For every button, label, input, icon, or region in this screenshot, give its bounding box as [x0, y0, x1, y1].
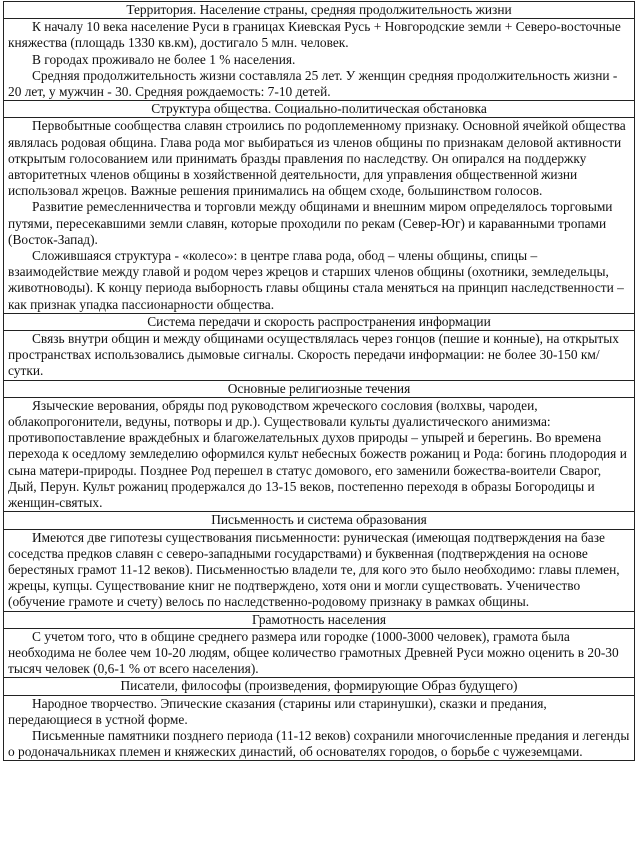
paragraph: Имеются две гипотезы существования письменности: руническая (имеющая подтверждения на базе соседства предков славян с северо-западными государствами) и буквенная (подтверждения на основе берестяных грамот 11-12 веков). Письменностью владели те, для кого это было необходимо: главы племен, жрецы, купцы. Существование книг не подтверждено, хотя они и могли существовать. Ученичество (обучение грамоте и счету) велось по наследственно-родовому признаку в рамках общины. [8, 529, 620, 610]
section-body [4, 397, 635, 511]
paragraph: Средняя продолжительность жизни составляла 25 лет. У женщин средняя продолжительность жизни - 20 лет, у мужчин - 30. Средняя рождаемость: 7-10 детей. [8, 67, 618, 100]
section-body-row [4, 695, 635, 761]
paragraph: Развитие ремесленничества и торговли между общинами и внешним миром определялось торговыми путями, пересекавшими земли славян, которые проходили по рекам (Север-Юг) и караванными тропами (Восток-Запад). [8, 199, 613, 247]
section-body [4, 628, 635, 678]
section-body [4, 118, 635, 313]
paragraph: В городах проживало не более 1 % населения. [32, 51, 296, 67]
section-body [4, 19, 635, 101]
section-header-row [4, 611, 635, 628]
section-title: Писатели, философы (произведения, формирующие Образ будущего) [4, 678, 635, 695]
paragraph: Письменные памятники позднего периода (11-12 веков) сохранили многочисленные предания и легенды о родоначальниках племен и княжеских династий, об основателях городов, о борьбе с чужеземцами. [8, 727, 630, 760]
section-title: Письменность и система образования [4, 512, 635, 529]
section-body [4, 695, 635, 761]
document-table [3, 1, 635, 761]
section-header-row [4, 678, 635, 695]
section-title: Система передачи и скорость распространения информации [4, 313, 635, 330]
section-title: Грамотность населения [4, 611, 635, 628]
paragraph: С учетом того, что в общине среднего размера или городке (1000-3000 человек), грамота была необходима не более чем 10-20 людям, общее количество грамотных Древней Руси можно оценить в 20-30 тысяч человек (0,6-1 % от всего населения). [8, 628, 619, 677]
section-header-row [4, 101, 635, 118]
section-header-row [4, 512, 635, 529]
paragraph: Сложившаяся структура - «колесо»: в центре глава рода, обод – члены общины, спицы – взаимодействие между главой и родом через жрецов и старших членов общины (охотники, земледельцы, животноводы). К концу периода выборность главы общины стала меняться на принцип наследственности – как признак упадка пассионарности общества. [8, 248, 624, 312]
section-title: Территория. Население страны, средняя продолжительность жизни [4, 2, 635, 19]
section-body-row [4, 331, 635, 381]
paragraph: Народное творчество. Эпические сказания (старины или старинушки), сказки и предания, передающиеся в устной форме. [8, 695, 547, 727]
section-body [4, 529, 635, 611]
section-body-row [4, 118, 635, 313]
section-header-row [4, 2, 635, 19]
section-body-row [4, 397, 635, 511]
section-title: Структура общества. Социально-политическая обстановка [4, 101, 635, 118]
section-body-row [4, 628, 635, 678]
section-body [4, 331, 635, 381]
paragraph: Связь внутри общин и между общинами осуществлялась через гонцов (пешие и конные), на открытых пространствах использовались дымовые сигналы. Скорость передачи информации: не более 30-150 км/сутки. [8, 331, 619, 379]
section-header-row [4, 313, 635, 330]
section-body-row [4, 19, 635, 101]
paragraph: К началу 10 века население Руси в границах Киевская Русь + Новгородские земли + Северо-восточные княжества (площадь 1330 кв.км), достигало 5 млн. человек. [8, 19, 621, 51]
paragraph: Языческие верования, обряды под руководством жреческого сословия (волхвы, чародеи, облакопрогонители, ведуны, потворы и др.). Существовали культы дуалистического анимизма: противопоставление враждебных и благожелательных духов природы – упырей и берегинь. Во времена перехода к оседлому земледелию оформился культ небесных божеств рожаниц и Рода: богинь плодородия и сына матери-природы. Позднее Род перешел в статус домового, его заменили божества-воители Сварог, Дый, Перун. Культ рожаниц продержался до 13-15 веков, постепенно переходя в образы Богородицы и женщин-святых. [8, 397, 627, 511]
section-body-row [4, 529, 635, 611]
section-header-row [4, 380, 635, 397]
paragraph: Первобытные сообщества славян строились по родоплеменному признаку. Основной ячейкой общества являлась родовая община. Глава рода мог выбираться из членов общины по признакам деловой активности открытым голосованием или принимать бразды правления по наследству. Он опирался на поддержку авторитетных членов общины в хозяйственной деятельности, для управления общественной жизни использовал жрецов. Важные решения принимались на общем сходе, большинством голосов. [8, 118, 626, 199]
section-title: Основные религиозные течения [4, 380, 635, 397]
